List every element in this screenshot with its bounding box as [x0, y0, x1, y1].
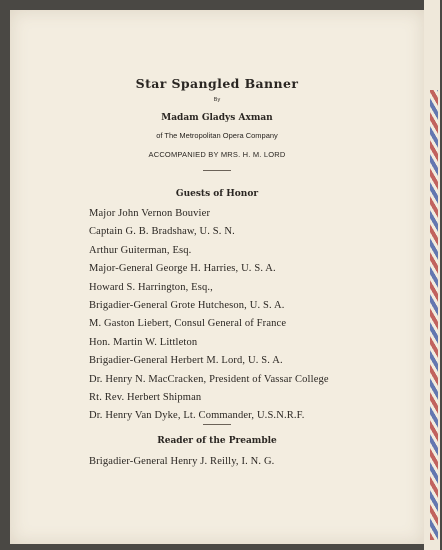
- guest-name: Dr. Henry Van Dyke, Lt. Commander, U.S.N.R.F.: [89, 410, 305, 422]
- program-title: Star Spangled Banner: [135, 76, 299, 91]
- by-label: By: [213, 97, 221, 103]
- guest-name: Arthur Guiterman, Esq.: [89, 244, 192, 256]
- accompanied-line: ACCOMPANIED BY MRS. H. M. LORD: [148, 150, 286, 159]
- divider: [203, 424, 231, 425]
- company-line: of The Metropolitan Opera Company: [156, 131, 278, 140]
- preamble-heading: Reader of the Preamble: [157, 436, 277, 446]
- guest-name: Howard S. Harrington, Esq.,: [89, 281, 213, 293]
- guest-name: M. Gaston Liebert, Consul General of France: [89, 318, 287, 330]
- guest-name: Dr. Henry N. MacCracken, President of Vassar College: [89, 373, 329, 385]
- guest-name: Major John Vernon Bouvier: [89, 208, 211, 219]
- divider: [203, 170, 231, 171]
- preamble-reader: Brigadier-General Henry J. Reilly, I. N. G.: [89, 456, 275, 467]
- guest-name: Rt. Rev. Herbert Shipman: [89, 391, 202, 403]
- guest-name: Major-General George H. Harries, U. S. A.: [89, 263, 276, 275]
- guests-heading: Guests of Honor: [175, 189, 259, 199]
- performer-name: Madam Gladys Axman: [161, 113, 273, 123]
- airmail-stripe: [430, 90, 438, 540]
- guest-name: Brigadier-General Grote Hutcheson, U. S. A.: [89, 299, 285, 311]
- guest-name: Brigadier-General Herbert M. Lord, U. S. A.: [89, 355, 283, 367]
- guest-name: Captain G. B. Bradshaw, U. S. N.: [89, 226, 235, 238]
- guest-list: [89, 205, 329, 426]
- guest-name: Hon. Martin W. Littleton: [89, 336, 198, 348]
